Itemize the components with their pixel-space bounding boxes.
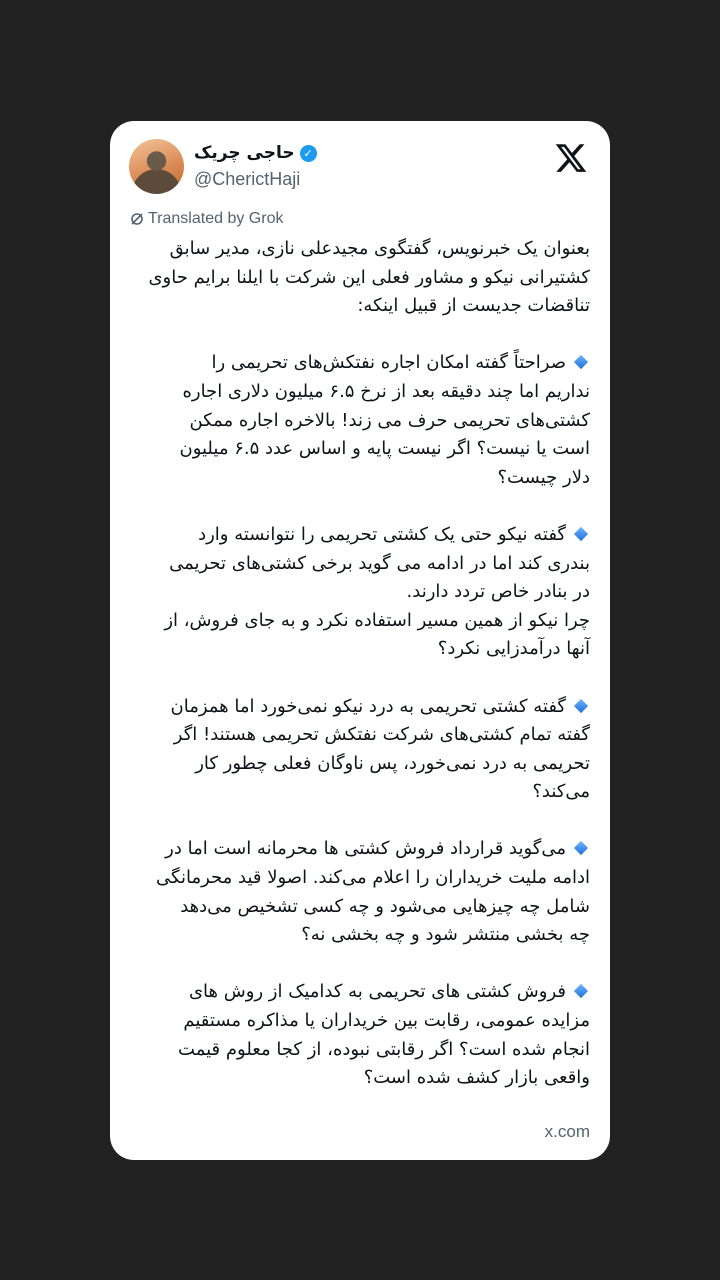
text-line (126, 778, 590, 807)
text-line (126, 921, 590, 950)
text-line (126, 1036, 590, 1065)
tweet-paragraph (126, 693, 590, 807)
line-text: می‌گوید قرارداد فروش کشتی ها محرمانه است اما در (165, 838, 566, 860)
text-line (126, 235, 590, 264)
verified-badge-icon: ✓ (300, 145, 317, 162)
text-line (126, 607, 590, 636)
text-line (126, 721, 590, 750)
line-text: در بنادر خاص تردد دارند. (406, 581, 590, 603)
grok-icon (130, 212, 144, 226)
source-link[interactable]: x.com (544, 1122, 590, 1141)
line-text: صراحتاً گفته امکان اجاره نفتکش‌های تحریمی را (211, 352, 566, 374)
line-text: چرا نیکو از همین مسیر استفاده نکرد و به جای فروش، از (164, 609, 590, 631)
line-text: نداریم اما چند دقیقه بعد از نرخ ۶.۵ میلیون دلاری اجاره (182, 380, 590, 402)
line-text: گفته تمام کشتی‌های شرکت نفتکش تحریمی هستند! اگر (173, 724, 590, 746)
text-line (126, 349, 590, 378)
text-line (126, 835, 590, 864)
text-line (126, 864, 590, 893)
line-text: بندری کند اما در ادامه می گوید برخی کشتی‌های تحریمی (169, 552, 590, 574)
text-line (126, 521, 590, 550)
tweet-paragraph (126, 978, 590, 1092)
line-text: می‌کند؟ (532, 781, 590, 803)
tweet-paragraph (126, 835, 590, 949)
text-line (126, 378, 590, 407)
line-text: واقعی بازار کشف شده است؟ (363, 1067, 590, 1089)
line-text: تناقضات جدیست از قبیل اینکه: (357, 295, 590, 317)
line-text: ادامه ملیت خریداران را اعلام می‌کند. اصولا قید محرمانگی (156, 867, 590, 889)
line-text: است یا نیست؟ اگر نیست پایه و اساس عدد ۶.۵ میلیون (179, 438, 590, 460)
text-line (126, 264, 590, 293)
text-line (126, 1007, 590, 1036)
text-line (126, 578, 590, 607)
translation-notice (130, 209, 283, 229)
blue-diamond-icon (574, 984, 588, 998)
line-text: مزایده عمومی، رقابت بین خریداران یا مذاکره مستقیم (183, 1010, 590, 1032)
text-line (126, 292, 590, 321)
line-text: شامل چه چیزهایی می‌شود و چه کسی تشخیص می‌دهد (180, 895, 590, 917)
text-line (126, 435, 590, 464)
text-line (126, 550, 590, 579)
line-text: فروش کشتی های تحریمی به کدامیک از روش های (188, 981, 566, 1003)
text-line (126, 693, 590, 722)
text-line (126, 1064, 590, 1093)
line-text: دلار چیست؟ (497, 466, 590, 488)
author-name-row (194, 141, 317, 165)
avatar[interactable] (129, 139, 184, 194)
text-line (126, 750, 590, 779)
blue-diamond-icon (574, 527, 588, 541)
blue-diamond-icon (574, 841, 588, 855)
line-text: چه بخشی منتشر شود و چه بخشی نه؟ (301, 924, 590, 946)
user-handle[interactable]: @CherictHaji (194, 169, 301, 189)
display-name[interactable]: حاجی چریک (194, 143, 295, 163)
line-text: کشتیرانی نیکو و مشاور فعلی این شرکت با ایلنا برایم حاوی (148, 266, 590, 288)
text-line (126, 635, 590, 664)
translated-by-label: Translated by Grok (148, 210, 284, 227)
text-line (126, 464, 590, 493)
text-line (126, 407, 590, 436)
line-text: بعنوان یک خبرنویس، گفتگوی مجیدعلی نازی، مدیر سابق (169, 238, 590, 259)
blue-diamond-icon (574, 355, 588, 369)
tweet-card[interactable] (110, 121, 610, 1160)
line-text: تحریمی به درد نمی‌خورد، پس ناوگان فعلی چطور کار (195, 752, 590, 774)
line-text: انجام شده است؟ اگر رقابتی نبوده، از کجا معلوم قیمت (178, 1038, 590, 1060)
text-line (126, 893, 590, 922)
tweet-paragraph (126, 235, 590, 321)
x-logo-icon[interactable] (554, 141, 588, 175)
line-text: گفته کشتی تحریمی به درد نیکو نمی‌خورد اما همزمان (170, 695, 566, 717)
text-line (126, 978, 590, 1007)
line-text: کشتی‌های تحریمی حرف می زند! بالاخره اجاره ممکن (189, 409, 590, 431)
line-text: گفته نیکو حتی یک کشتی تحریمی را نتوانسته وارد (198, 523, 566, 545)
blue-diamond-icon (574, 698, 588, 712)
tweet-paragraph (126, 521, 590, 664)
tweet-paragraph (126, 349, 590, 492)
line-text: آنها درآمدزایی نکرد؟ (437, 638, 590, 660)
tweet-text (126, 235, 590, 1093)
